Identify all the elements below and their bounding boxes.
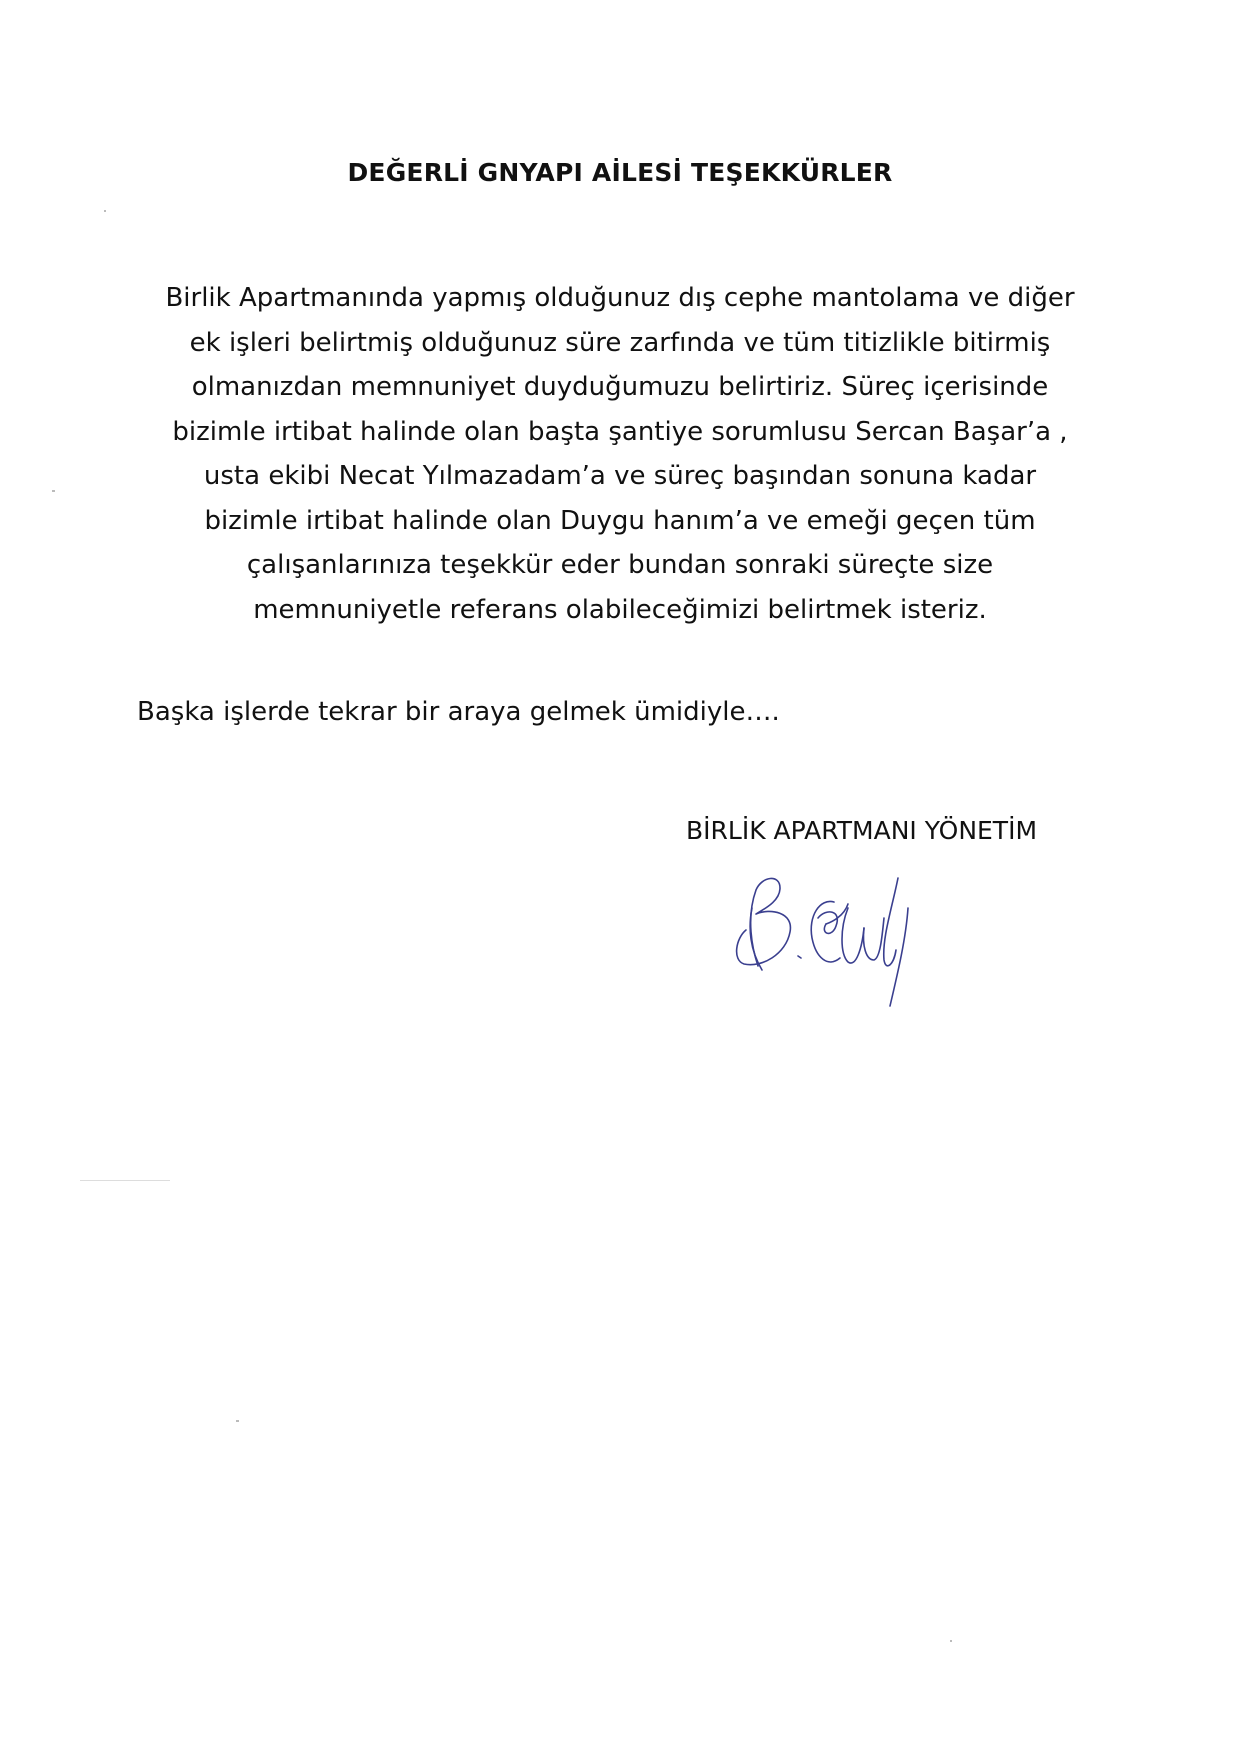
signatory-name: BİRLİK APARTMANI YÖNETİM xyxy=(686,816,1038,845)
scan-speck xyxy=(236,1420,239,1422)
letter-title: DEĞERLİ GNYAPI AİLESİ TEŞEKKÜRLER xyxy=(347,158,893,187)
scan-speck xyxy=(80,1180,170,1181)
scan-speck xyxy=(104,210,106,212)
body-line: Birlik Apartmanında yapmış olduğunuz dış cephe mantolama ve diğer xyxy=(165,283,1075,313)
scan-speck xyxy=(52,490,55,492)
body-line: bizimle irtibat halinde olan Duygu hanım’a ve emeği geçen tüm xyxy=(204,505,1036,536)
letter-body xyxy=(120,276,1120,632)
handwritten-signature xyxy=(722,868,942,1018)
body-line: olmanızdan memnuniyet duyduğumuzu belirtiriz. Süreç içerisinde xyxy=(191,372,1049,402)
signature-stroke xyxy=(842,908,864,963)
body-line: usta ekibi Necat Yılmazadam’a ve süreç başından sonuna kadar xyxy=(203,461,1037,491)
body-line: ek işleri belirtmiş olduğunuz süre zarfında ve tüm titizlikle bitirmiş xyxy=(189,327,1051,358)
body-line: memnuniyetle referans olabileceğimizi belirtmek isteriz. xyxy=(253,594,987,625)
body-line: bizimle irtibat halinde olan başta şantiye sorumlusu Sercan Başar’a , xyxy=(172,416,1068,447)
body-line: çalışanlarınıza teşekkür eder bundan sonraki süreçte size xyxy=(246,550,994,580)
signature-stroke xyxy=(884,878,898,966)
scan-speck xyxy=(950,1640,952,1642)
signature-stroke xyxy=(737,878,791,966)
signature-stroke xyxy=(863,918,884,960)
signature-stroke xyxy=(798,956,801,958)
signature-stroke xyxy=(890,908,908,1006)
closing-line: Başka işlerde tekrar bir araya gelmek ümidiyle…. xyxy=(137,697,780,727)
